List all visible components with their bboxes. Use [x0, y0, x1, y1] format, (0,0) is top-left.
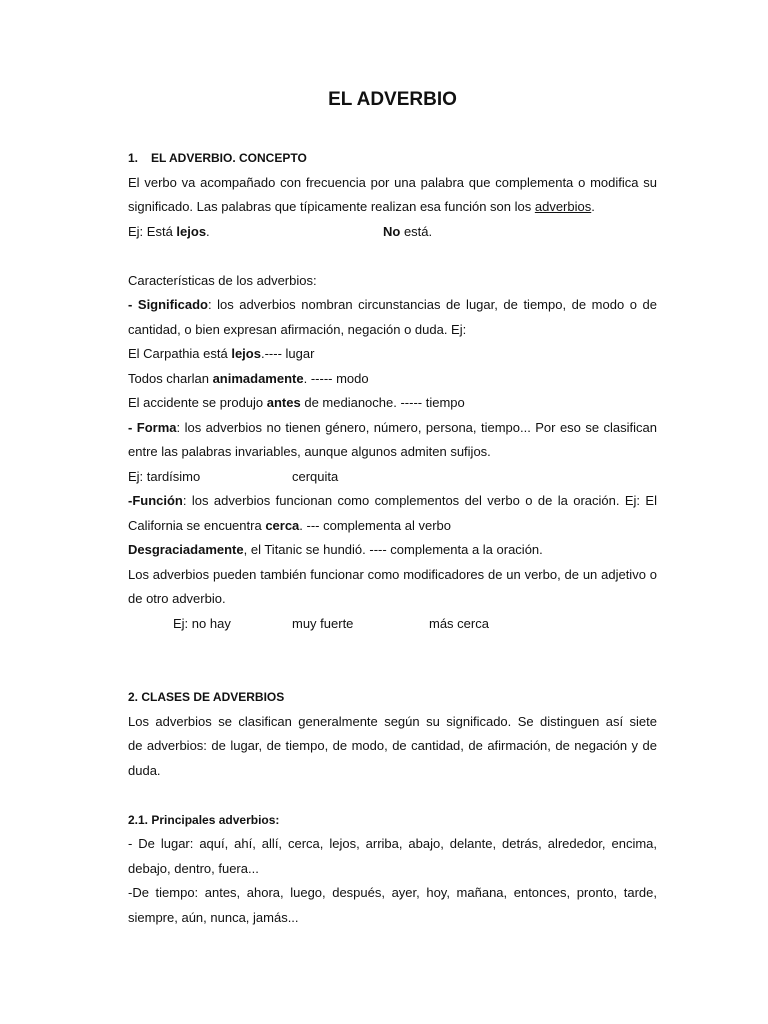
section-1-number: 1.	[128, 151, 139, 165]
funcion-example-type: . --- complementa al verbo	[299, 517, 452, 533]
clases-line-2: de adverbios: de lugar, de tiempo, de modo, de cantidad, de afirmación, de negación y de	[128, 738, 657, 753]
lugar-line-1: - De lugar: aquí, ahí, allí, cerca, lejos, arriba, abajo, delante, detrás, alrededor, encima,	[128, 836, 657, 851]
funcion-line-1	[128, 489, 657, 514]
example-lugar-type: .---- lugar	[260, 346, 315, 361]
section-1-heading	[128, 146, 657, 171]
example-tiempo-adverb: antes	[266, 395, 301, 410]
adverbios-underlined: adverbios	[534, 199, 592, 214]
mod-example-1: Ej: no hay	[173, 615, 231, 631]
funcion-label: -Función	[128, 493, 183, 508]
funcion-line-2	[128, 514, 657, 539]
example-modo-text: Todos charlan	[128, 370, 213, 386]
concept-example	[128, 220, 657, 245]
document-page	[128, 0, 657, 1024]
concept-period: .	[591, 199, 595, 214]
funcion-text: : los adverbios funcionan como complementos del verbo o de la oración. Ej: El	[182, 493, 657, 508]
example-tiempo-type: de medianoche. ----- tiempo	[300, 395, 465, 410]
tiempo-line-2: siempre, aún, nunca, jamás...	[128, 909, 299, 925]
spacer	[128, 244, 657, 269]
concept-text: significado. Las palabras que típicamente realizan esa función son los	[128, 199, 535, 214]
forma-label: - Forma	[128, 419, 177, 435]
mod-example-3: más cerca	[429, 615, 489, 631]
forma-line-2: entre las palabras invariables, aunque algunos admiten sufijos.	[128, 444, 491, 459]
significado-label: - Significado	[128, 297, 208, 312]
document-title: EL ADVERBIO	[328, 89, 457, 110]
example-esta: está.	[400, 223, 433, 239]
example-modo-adverb: animadamente	[212, 370, 304, 386]
significado-text: : los adverbios nombran circunstancias de lugar, de tiempo, de modo o de	[207, 297, 657, 312]
example-lugar	[128, 342, 657, 367]
example-modo	[128, 367, 657, 392]
document-body	[128, 146, 657, 930]
mod-example-2: muy fuerte	[292, 615, 354, 631]
modificadores-line-2: de otro adverbio.	[128, 591, 226, 606]
example-tiempo-text: El accidente se produjo	[128, 395, 267, 410]
characteristics-intro: Características de los adverbios:	[128, 272, 317, 288]
example-lugar-text: El Carpathia está	[128, 346, 232, 361]
significado-line-1	[128, 293, 657, 318]
example-tiempo	[128, 391, 657, 416]
funcion-example-oracion: , el Titanic se hundió. ---- complementa a la oración.	[243, 542, 543, 557]
spacer	[128, 783, 657, 808]
spacer	[128, 661, 657, 686]
funcion-example-cerca: cerca	[265, 517, 300, 533]
clases-line-3: duda.	[128, 762, 161, 778]
example-text: Ej: Está	[128, 223, 177, 239]
example-period: .	[206, 223, 210, 239]
forma-examples	[128, 465, 657, 490]
forma-example-2: cerquita	[292, 468, 339, 484]
clases-line-1: Los adverbios se clasifican generalmente según su significado. Se distinguen así siete	[128, 713, 657, 729]
modificadores-line-1: Los adverbios pueden también funcionar como modificadores de un verbo, de un adjetivo o	[128, 566, 657, 582]
example-lejos: lejos	[176, 223, 207, 239]
funcion-example-desgraciadamente: Desgraciadamente	[128, 542, 244, 557]
modificadores-examples	[128, 612, 657, 637]
spacer	[128, 636, 657, 661]
example-lugar-adverb: lejos	[231, 346, 261, 361]
section-2-heading: 2. CLASES DE ADVERBIOS	[128, 690, 285, 704]
concept-line-1: El verbo va acompañado con frecuencia por una palabra que complementa o modifica su	[128, 174, 657, 190]
lugar-line-2: debajo, dentro, fuera...	[128, 860, 259, 876]
funcion-example-text: California se encuentra	[128, 517, 266, 533]
concept-line-2	[128, 195, 657, 220]
tiempo-line-1: -De tiempo: antes, ahora, luego, después, ayer, hoy, mañana, entonces, pronto, tarde,	[128, 885, 657, 900]
section-1-title: EL ADVERBIO. CONCEPTO	[151, 151, 307, 165]
forma-line-1	[128, 416, 657, 441]
example-modo-type: . ----- modo	[303, 370, 369, 386]
forma-example-1: Ej: tardísimo	[128, 468, 201, 484]
forma-text: : los adverbios no tienen género, número, persona, tiempo... Por eso se clasifican	[176, 419, 657, 435]
significado-line-2: cantidad, o bien expresan afirmación, negación o duda. Ej:	[128, 321, 467, 337]
example-no: No	[383, 223, 401, 239]
subsection-2-1-heading: 2.1. Principales adverbios:	[128, 812, 280, 827]
funcion-line-3	[128, 538, 657, 563]
